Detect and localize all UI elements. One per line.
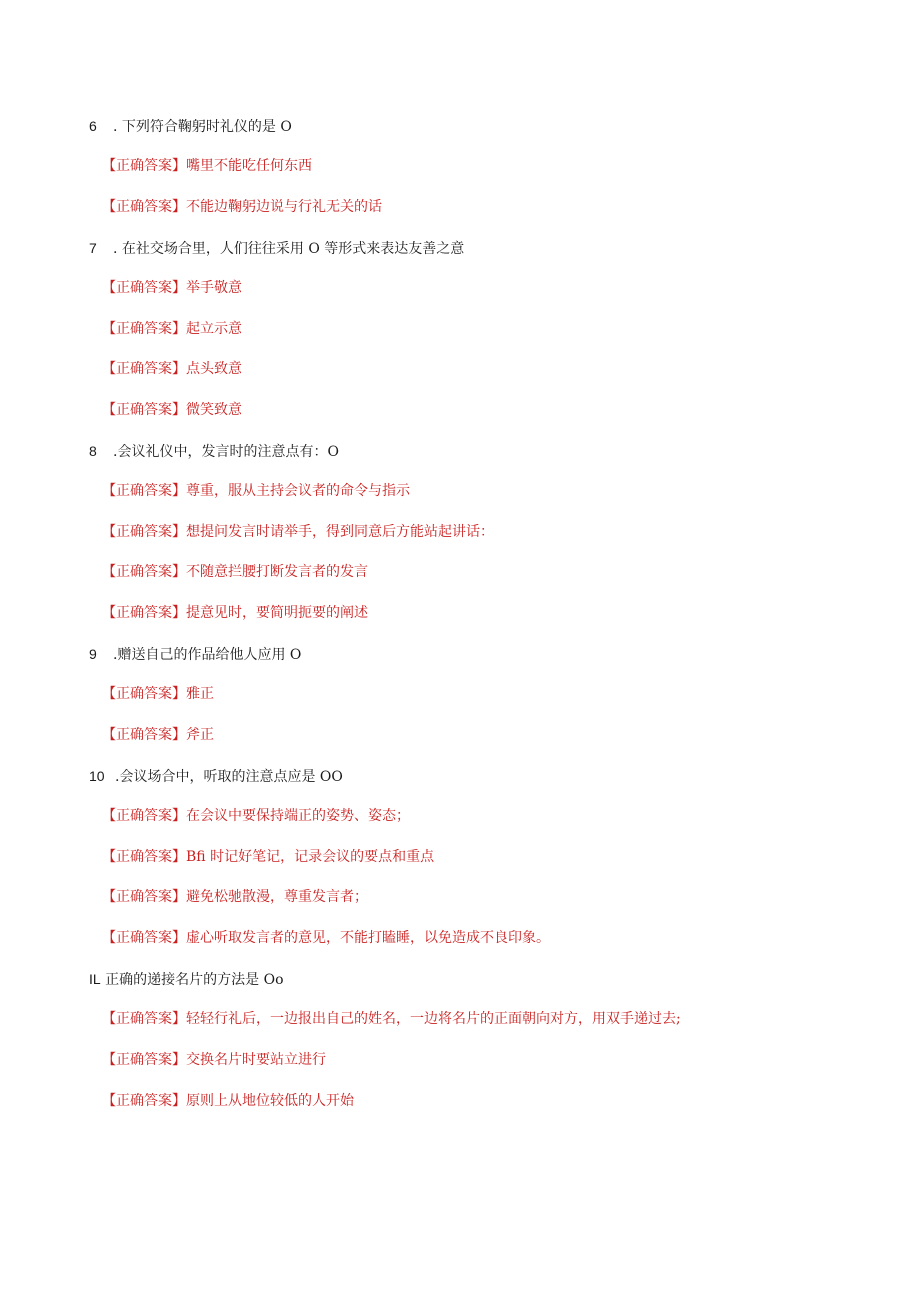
answer-text: 雅正 [186, 686, 214, 702]
answer-text: 原则上从地位较低的人开始 [186, 1093, 354, 1109]
answer-text: 交换名片时要站立进行 [186, 1052, 326, 1068]
answer-8-1 [102, 481, 410, 501]
question-number: 8 [89, 443, 97, 459]
answer-label: 【正确答案】 [102, 524, 186, 540]
answer-text: 尊重，服从主持会议者的命令与指示 [186, 483, 410, 499]
question-text: .赠送自己的作品给他人应用 O [113, 647, 302, 663]
answer-label: 【正确答案】 [102, 686, 186, 702]
answer-7-3 [102, 359, 242, 379]
answer-text: 轻轻行礼后，一边报出自己的姓名，一边将名片的正面朝向对方，用双手递过去; [186, 1011, 681, 1027]
answer-label: 【正确答案】 [102, 361, 186, 377]
question-number: 7 [89, 240, 97, 256]
answer-label: 【正确答案】 [102, 605, 186, 621]
answer-text: 避免松驰散漫，尊重发言者； [186, 889, 368, 905]
answer-label: 【正确答案】 [102, 199, 186, 215]
question-text: . 在社交场合里，人们往往采用 O 等形式来表达友善之意 [113, 241, 465, 257]
answer-10-3 [102, 887, 368, 907]
answer-11-2 [102, 1050, 326, 1070]
question-number: 6 [89, 118, 97, 134]
answer-9-2 [102, 725, 214, 745]
question-text: .会议礼仪中，发言时的注意点有：O [113, 444, 339, 460]
answer-text: Bfi 时记好笔记，记录会议的要点和重点 [186, 849, 435, 865]
answer-text: 微笑致意 [186, 402, 242, 418]
answer-10-4 [102, 928, 550, 948]
answer-text: 嘴里不能吃任何东西 [186, 158, 312, 174]
answer-6-2 [102, 197, 382, 217]
question-6 [89, 116, 292, 137]
answer-11-1 [102, 1009, 681, 1029]
answer-text: 在会议中要保持端正的姿势、姿态； [186, 808, 410, 824]
answer-label: 【正确答案】 [102, 889, 186, 905]
answer-label: 【正确答案】 [102, 158, 186, 174]
answer-8-2 [102, 522, 494, 542]
answer-label: 【正确答案】 [102, 808, 186, 824]
answer-text: 提意见时，要简明扼要的阐述 [186, 605, 368, 621]
answer-label: 【正确答案】 [102, 1093, 186, 1109]
answer-label: 【正确答案】 [102, 1011, 186, 1027]
answer-7-1 [102, 278, 242, 298]
answer-label: 【正确答案】 [102, 483, 186, 499]
question-10 [89, 766, 343, 787]
answer-11-3 [102, 1091, 354, 1111]
question-text: .会议场合中，听取的注意点应是 OO [115, 769, 343, 785]
answer-text: 想提问发言时请举手，得到同意后方能站起讲话： [186, 524, 494, 540]
answer-9-1 [102, 684, 214, 704]
answer-label: 【正确答案】 [102, 1052, 186, 1068]
answer-7-2 [102, 319, 242, 339]
answer-text: 虚心听取发言者的意见，不能打瞌睡，以免造成不良印象。 [186, 930, 550, 946]
answer-text: 举手敬意 [186, 280, 242, 296]
question-7 [89, 238, 464, 259]
answer-10-2 [102, 847, 434, 867]
question-number: 9 [89, 646, 97, 662]
answer-text: 斧正 [186, 727, 214, 743]
answer-8-4 [102, 603, 368, 623]
question-11 [89, 969, 284, 990]
answer-7-4 [102, 400, 242, 420]
question-text: 正确的递接名片的方法是 Oo [100, 972, 284, 988]
question-number: IL [89, 971, 101, 987]
answer-label: 【正确答案】 [102, 849, 186, 865]
answer-label: 【正确答案】 [102, 727, 186, 743]
answer-label: 【正确答案】 [102, 280, 186, 296]
answer-label: 【正确答案】 [102, 930, 186, 946]
answer-label: 【正确答案】 [102, 402, 186, 418]
question-9 [89, 644, 301, 665]
answer-6-1 [102, 156, 312, 176]
answer-label: 【正确答案】 [102, 564, 186, 580]
answer-text: 不能边鞠躬边说与行礼无关的话 [186, 199, 382, 215]
answer-text: 起立示意 [186, 321, 242, 337]
answer-8-3 [102, 562, 368, 582]
question-text: . 下列符合鞠躬时礼仪的是 O [113, 119, 292, 135]
answer-10-1 [102, 806, 410, 826]
answer-text: 点头致意 [186, 361, 242, 377]
question-8 [89, 441, 339, 462]
answer-label: 【正确答案】 [102, 321, 186, 337]
answer-text: 不随意拦腰打断发言者的发言 [186, 564, 368, 580]
question-number: 10 [89, 768, 105, 784]
